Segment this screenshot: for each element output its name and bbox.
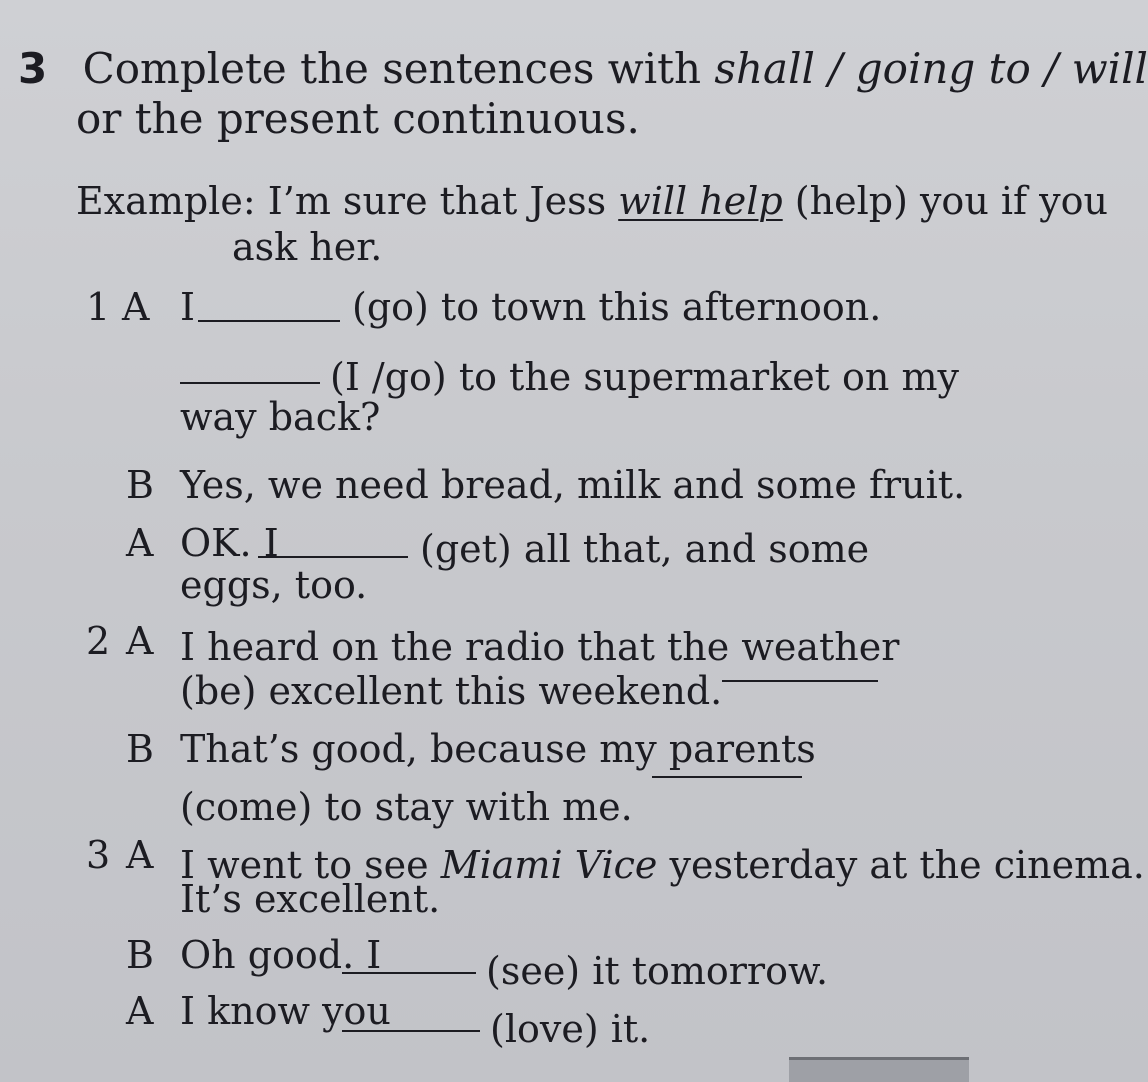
instruction-italic: shall / going to / will xyxy=(714,44,1148,93)
item-2-b-line2: (come) to stay with me. xyxy=(180,785,633,829)
item-2-b-text: That’s good, because my parents xyxy=(180,727,816,771)
item-3-a2-pre: I know you xyxy=(180,989,391,1033)
item-3-a1-line2: It’s excellent. xyxy=(180,877,441,921)
item-2-speaker-a: A xyxy=(126,619,154,663)
item-2-a-text: I heard on the radio that the weather xyxy=(180,625,900,669)
item-2-a-line2: (be) excellent this weekend. xyxy=(180,669,723,713)
item-3-b-post: (see) it tomorrow. xyxy=(486,949,829,993)
item-3-a1-pre: I went to see xyxy=(180,843,441,887)
item-1-a1-pre: I xyxy=(180,285,196,329)
item-1-speaker-a3: A xyxy=(126,521,154,565)
item-3-film-title: Miami Vice xyxy=(440,843,658,887)
example-line2: ask her. xyxy=(232,225,383,269)
item-1-blank-1[interactable] xyxy=(198,320,340,322)
item-1-a3-post: (get) all that, and some xyxy=(420,527,870,571)
example-line xyxy=(76,179,1108,223)
item-3-b-pre: Oh good. I xyxy=(180,933,382,977)
item-2-number: 2 xyxy=(86,619,111,663)
item-3-a2-post: (love) it. xyxy=(490,1007,651,1051)
item-3-blank-1[interactable] xyxy=(342,972,476,974)
exercise-instruction xyxy=(18,44,1148,93)
example-label: Example: xyxy=(76,179,256,223)
item-1-blank-3[interactable] xyxy=(258,556,408,558)
item-1-a3-pre: OK. I xyxy=(180,521,279,565)
page-corner-shadow xyxy=(789,1057,969,1082)
item-2-speaker-b: B xyxy=(126,727,154,771)
item-3-blank-2[interactable] xyxy=(342,1030,480,1032)
exercise-number: 3 xyxy=(18,44,48,93)
instruction-line2: or the present continuous. xyxy=(76,94,640,143)
instruction-text: Complete the sentences with xyxy=(82,44,715,93)
item-1-a1-post: (go) to town this afternoon. xyxy=(352,285,882,329)
item-3-speaker-a: A xyxy=(126,833,154,877)
example-text-pre: I’m sure that Jess xyxy=(267,179,619,223)
item-1-number: 1 xyxy=(86,285,111,329)
item-2-blank-2[interactable] xyxy=(652,776,802,778)
example-answer: will help xyxy=(618,179,783,223)
item-1-speaker-a: A xyxy=(122,285,150,329)
item-1-a2-post: (I /go) to the supermarket on my xyxy=(330,355,959,399)
item-1-a2-line2: way back? xyxy=(180,395,381,439)
item-3-number: 3 xyxy=(86,833,111,877)
item-1-a3-line2: eggs, too. xyxy=(180,563,368,607)
item-1-speaker-b: B xyxy=(126,463,154,507)
item-1-blank-2[interactable] xyxy=(180,382,320,384)
example-text-post: (help) you if you xyxy=(782,179,1108,223)
item-3-a1-post: yesterday at the cinema. xyxy=(657,843,1145,887)
item-3-speaker-a2: A xyxy=(126,989,154,1033)
item-2-blank-1[interactable] xyxy=(722,680,878,682)
item-3-speaker-b: B xyxy=(126,933,154,977)
item-1-b-text: Yes, we need bread, milk and some fruit. xyxy=(180,463,966,507)
